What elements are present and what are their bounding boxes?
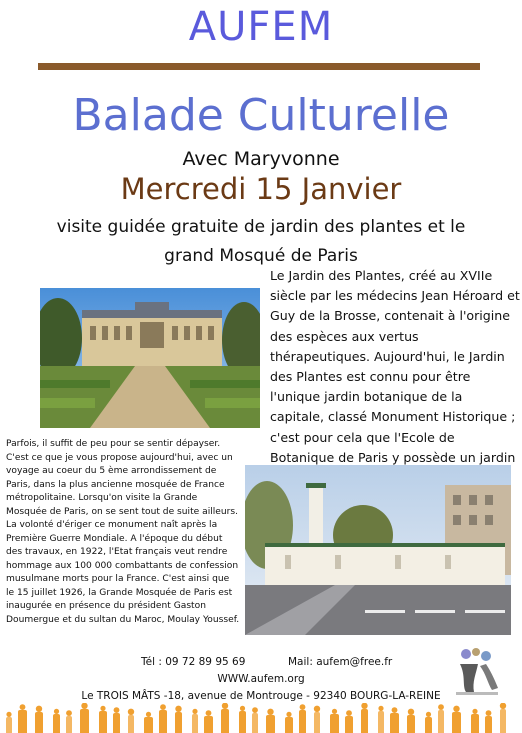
header-divider: [38, 63, 480, 70]
crowd-person-head: [192, 709, 197, 714]
crowd-person-body: [330, 714, 339, 733]
crowd-person-head: [240, 706, 245, 711]
crowd-person-body: [53, 714, 60, 733]
crowd-person-body: [6, 717, 12, 733]
crowd-person-head: [408, 709, 414, 715]
crowd-person-head: [128, 709, 134, 715]
crowd-person-head: [222, 703, 228, 709]
crowd-person-body: [239, 711, 246, 733]
crowd-person-head: [206, 710, 212, 716]
crowd-person-head: [66, 710, 72, 716]
event-host: Avec Maryvonne: [182, 148, 340, 170]
history-paragraph: Parfois, il suffit de peu pour se sentir dépayser. C'est ce que je vous propose aujourd'hui, avec un voyage au coeur du 5 ème arrondissement de Paris, dans la plus ancienne mosquée de France métropolitaine. Lorsqu'on visite la Grande Mosquée de Paris, on se sent tout de suite ailleurs. La volonté d'ériger ce monument naît après la Première Guerre Mondiale. A l'époque du début des travaux, en 1922, l'Etat français veut rendre hommage aux 100 000 combattants de confession musulmane morts pour la France. C'est ainsi que le 15 juillet 1926, la Grande Mosquée de Paris est inaugurée en présence du président Gaston Doumergue et du sultan du Maroc, Moulay Youssef.: [6, 439, 240, 625]
crowd-person-body: [66, 716, 72, 733]
crowd-person-body: [378, 711, 384, 733]
crowd-person-head: [114, 707, 120, 713]
event-subtitle: visite guidée gratuite de jardin des plantes et le grand Mosqué de Paris: [56, 217, 466, 266]
intro-paragraph: Le Jardin des Plantes, créé au XVIIe siècle par les médecins Jean Héroard et Guy de la Brosse, contenait à l'origine des espèces aux vertus thérapeutiques. Aujourd'hui, le Jardin des Plantes est connu pour être l'unique jardin botanique de la capitale, classé Monument Historique ; c'est pour cela que l'Ecole de Botanique de Paris y possède un jardin: [270, 268, 520, 465]
museum-building-garden-photo: [40, 288, 260, 428]
crowd-person-head: [6, 712, 11, 717]
crowd-person-head: [286, 712, 291, 717]
crowd-person-body: [128, 715, 134, 733]
crowd-person-head: [346, 710, 352, 716]
website-link[interactable]: WWW.aufem.org: [217, 673, 305, 685]
crowd-person-head: [500, 703, 506, 709]
crowd-person-head: [300, 704, 306, 710]
crowd-person-body: [299, 710, 306, 733]
crowd-person-body: [266, 715, 275, 733]
crowd-person-head: [426, 712, 431, 717]
contact-phone: Tél : 09 72 89 95 69: [141, 656, 246, 668]
crowd-person-head: [20, 704, 26, 710]
event-title: Balade Culturelle: [72, 90, 450, 141]
aufem-logo: [452, 646, 502, 696]
crowd-person-head: [453, 706, 459, 712]
crowd-person-body: [471, 714, 479, 733]
crowd-person-body: [314, 712, 320, 733]
crowd-person-body: [500, 709, 506, 733]
crowd-person-body: [35, 712, 43, 733]
crowd-person-head: [392, 707, 398, 713]
event-date: Mercredi 15 Janvier: [120, 172, 402, 206]
crowd-person-body: [252, 713, 258, 733]
crowd-person-body: [221, 709, 229, 733]
crowd-person-head: [160, 704, 166, 710]
crowd-person-head: [486, 710, 492, 716]
org-title: AUFEM: [188, 4, 334, 50]
crowd-person-body: [345, 716, 353, 733]
crowd-person-body: [192, 714, 198, 733]
crowd-person-head: [146, 712, 151, 717]
crowd-person-body: [425, 717, 432, 733]
crowd-person-head: [314, 706, 320, 712]
crowd-person-body: [452, 712, 461, 733]
crowd-person-body: [80, 709, 89, 733]
contact-email[interactable]: Mail: aufem@free.fr: [288, 656, 393, 668]
grand-mosque-paris-photo: [245, 465, 511, 635]
postal-address: Le TROIS MÂTS -18, avenue de Montrouge - 92340 BOURG-LA-REINE: [81, 690, 441, 702]
crowd-person-body: [99, 711, 107, 733]
crowd-person-body: [485, 716, 492, 733]
crowd-person-head: [36, 706, 42, 712]
crowd-person-head: [361, 703, 367, 709]
crowd-person-head: [438, 704, 444, 710]
crowd-person-body: [175, 712, 182, 733]
crowd-person-body: [390, 713, 399, 733]
crowd-person-body: [18, 710, 27, 733]
crowd-person-head: [175, 706, 181, 712]
crowd-person-body: [144, 717, 153, 733]
crowd-person-head: [252, 707, 258, 713]
crowd-person-body: [113, 713, 120, 733]
crowd-person-head: [54, 709, 59, 714]
crowd-person-head: [378, 706, 383, 711]
crowd-person-body: [285, 717, 293, 733]
crowd-silhouettes-band: [0, 703, 522, 733]
crowd-person-body: [204, 716, 213, 733]
crowd-person-body: [159, 710, 167, 733]
crowd-person-head: [100, 706, 105, 711]
crowd-person-body: [361, 709, 368, 733]
crowd-person-head: [267, 709, 273, 715]
crowd-person-body: [438, 710, 444, 733]
crowd-person-body: [407, 715, 415, 733]
crowd-person-head: [81, 703, 87, 709]
crowd-person-head: [332, 709, 337, 714]
crowd-person-head: [472, 709, 477, 714]
